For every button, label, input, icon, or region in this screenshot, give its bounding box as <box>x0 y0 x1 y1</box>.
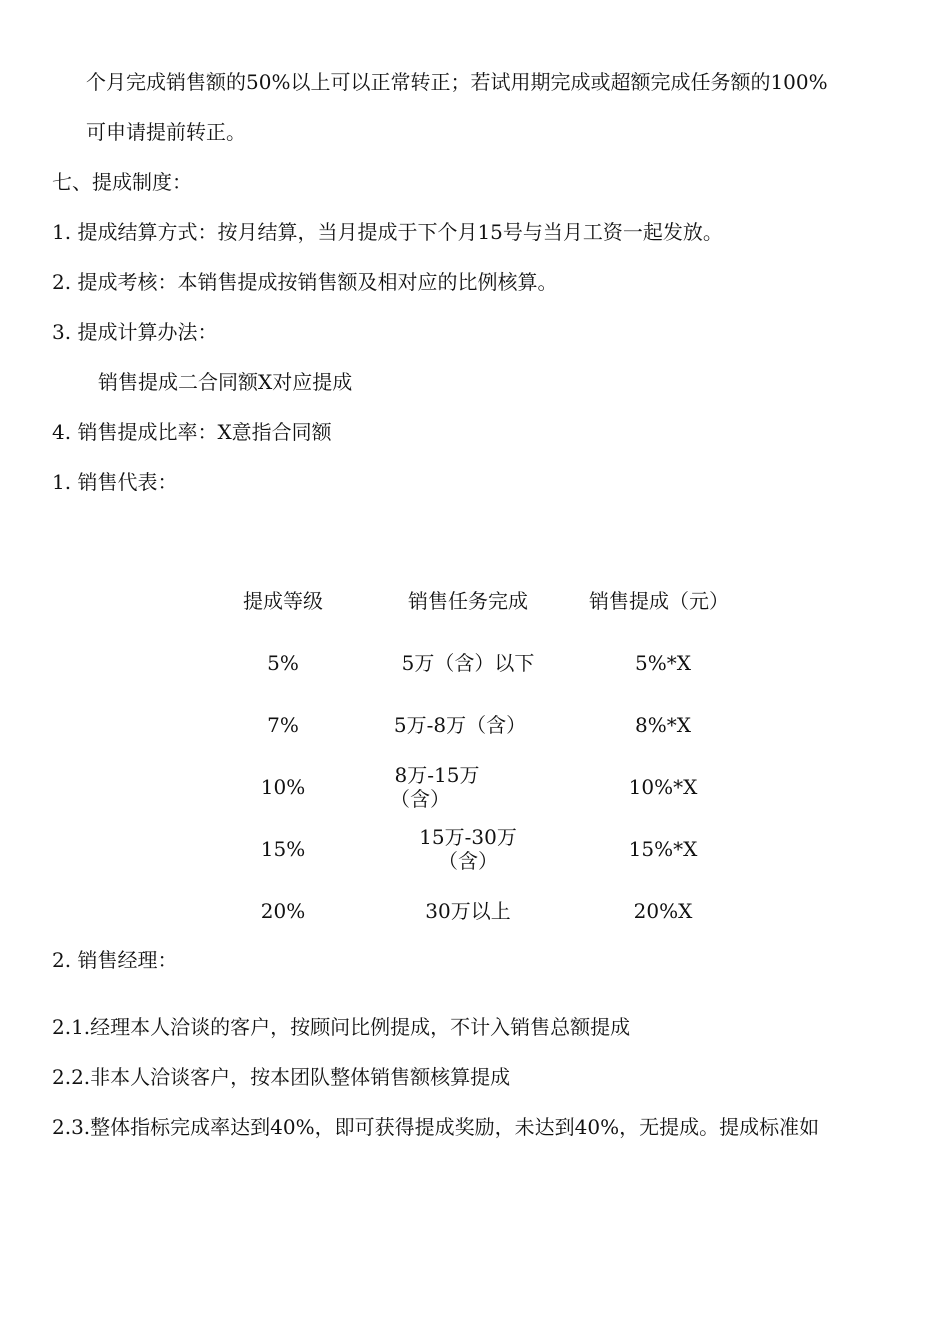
cell-commission: 8%*X <box>635 713 691 737</box>
item-manager-target-rate: 2.3.整体指标完成率达到40%，即可获得提成奖励，未达到40%，无提成。提成标准如 <box>52 1115 820 1139</box>
item-manager-own-clients: 2.1.经理本人洽谈的客户，按顾问比例提成，不计入销售总额提成 <box>52 1015 631 1039</box>
table-header-task: 销售任务完成 <box>408 589 528 613</box>
cell-commission: 5%*X <box>635 651 691 675</box>
cell-task: 5万（含）以下 <box>401 651 535 675</box>
paragraph-probation: 个月完成销售额的50%以上可以正常转正；若试用期完成或超额完成任务额的100% <box>86 70 828 94</box>
cell-task-line1: 8万-15万 <box>394 763 480 787</box>
item-rate: 4. 销售提成比率：X意指合同额 <box>52 420 332 444</box>
item-manager-team-clients: 2.2.非本人洽谈客户，按本团队整体销售额核算提成 <box>52 1065 511 1089</box>
table-header-commission: 销售提成（元） <box>589 589 729 613</box>
cell-task-line2: （含） <box>438 849 498 873</box>
subheading-sales-manager: 2. 销售经理： <box>52 948 178 972</box>
cell-task: 5万-8万（含） <box>393 713 527 737</box>
section-heading-commission: 七、提成制度： <box>52 170 192 194</box>
item-calculation: 3. 提成计算办法： <box>52 320 218 344</box>
item-settlement: 1. 提成结算方式：按月结算，当月提成于下个月15号与当月工资一起发放。 <box>52 220 723 244</box>
formula-line: 销售提成二合同额X对应提成 <box>98 370 353 394</box>
cell-task: 30万以上 <box>425 899 511 923</box>
cell-level: 7% <box>267 713 299 737</box>
paragraph-early-regular: 可申请提前转正。 <box>86 120 246 144</box>
subheading-sales-rep: 1. 销售代表： <box>52 470 178 494</box>
cell-level: 5% <box>267 651 299 675</box>
item-assessment: 2. 提成考核：本销售提成按销售额及相对应的比例核算。 <box>52 270 558 294</box>
cell-commission: 20%X <box>633 899 693 923</box>
cell-level: 10% <box>260 775 306 799</box>
cell-commission: 15%*X <box>628 837 698 861</box>
cell-task-line1: 15万-30万 <box>419 825 517 849</box>
cell-level: 15% <box>260 837 306 861</box>
cell-level: 20% <box>260 899 306 923</box>
table-header-level: 提成等级 <box>243 589 323 613</box>
cell-task-line2: （含） <box>390 787 450 811</box>
cell-commission: 10%*X <box>628 775 698 799</box>
